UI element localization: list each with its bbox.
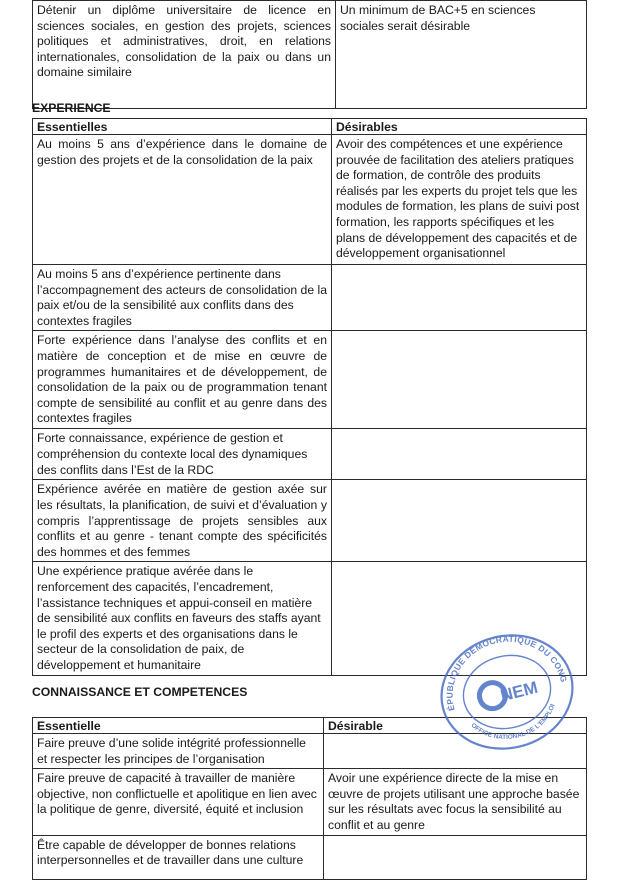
table-cell: Détenir un diplôme universitaire de licence en sciences sociales, en gestion des projets, sciences politiques et administratives, droit, en relations internationales, consolidation de la paix ou dans un domaine similaire — [33, 1, 336, 109]
section-heading-competences: CONNAISSANCE ET COMPETENCES — [32, 685, 248, 699]
table-cell: Expérience avérée en matière de gestion axée sur les résultats, la planification, de suivi et d’évaluation y compris l’apprentissage de projets sensibles aux conflits et au genre - tenant compte des spécificités des hommes et des femmes — [33, 480, 332, 562]
table-cell: Avoir des compétences et une expérience prouvée de facilitation des ateliers pratiques de formation, de contrôle des produits réalisés par les experts du projet tels que les modules de formation, les plans de suivi post formation, les rapports spécifiques et les plans de développement des capacités et de développement organisationnel — [332, 135, 587, 265]
table-cell — [324, 835, 587, 879]
table-cell: Faire preuve d’une solide intégrité professionnelle et respecter les principes de l’organisation — [33, 734, 324, 769]
table-row — [33, 835, 587, 879]
table-header-row — [33, 119, 587, 135]
table-cell: Une expérience pratique avérée dans le renforcement des capacités, l’encadrement, l’assistance techniques et appui-conseil en matière de sensibilité aux conflits en faveurs des staffs ayant le profil des experts et des organisations dans le secteur de la consolidation de paix, de développement et humanitaire — [33, 562, 332, 676]
table-cell: Au moins 5 ans d’expérience dans le domaine de gestion des projets et de la consolidation de la paix — [33, 135, 332, 265]
table-row — [33, 331, 587, 429]
table-cell: Un minimum de BAC+5 en sciences sociales serait désirable — [336, 1, 587, 109]
column-header-essentielles: Essentielles — [33, 119, 332, 135]
table-cell: Avoir une expérience directe de la mise en œuvre de projets utilisant une approche basée sur les résultats avec focus la sensibilité au conflit et au genre — [324, 769, 587, 835]
section-heading-experience: EXPERIENCE — [32, 101, 111, 115]
stamp-ring-text: RÉPUBLIQUE DÉMOCRATIQUE DU CONGO — [444, 633, 570, 712]
qualification-table — [32, 0, 587, 109]
table-row — [33, 265, 587, 331]
table-cell — [332, 265, 587, 331]
table-row — [33, 135, 587, 265]
column-header-desirable: Désirable — [324, 718, 587, 734]
svg-text:OFFICE NATIONAL DE L’EMPLOI — [469, 702, 563, 750]
table-cell: Forte expérience dans l’analyse des conflits et en matière de conception et de mise en œuvre de programmes humanitaires et de développement, de consolidation de la paix ou de programmation tenant compte de sensibilité au conflit et au genre dans des contextes fragiles — [33, 331, 332, 429]
table-row — [33, 1, 587, 109]
table-row — [33, 429, 587, 480]
table-cell: Faire preuve de capacité à travailler de manière objective, non conflictuelle et apolitique en lien avec la politique de genre, diversité, équité et inclusion — [33, 769, 324, 835]
experience-table — [32, 118, 587, 676]
stamp-lower-text: OFFICE NATIONAL DE L’EMPLOI — [469, 703, 557, 742]
table-cell: Au moins 5 ans d’expérience pertinente dans l’accompagnement des acteurs de consolidation de la paix et/ou de la sensibilité aux conflits dans des contextes fragiles — [33, 265, 332, 331]
table-cell — [332, 331, 587, 429]
stamp-logo-text: NEM — [498, 677, 540, 706]
table-cell — [332, 480, 587, 562]
official-stamp — [432, 632, 582, 750]
table-row — [33, 480, 587, 562]
table-cell: Être capable de développer de bonnes relations interpersonnelles et de travailler dans une culture — [33, 835, 324, 879]
table-cell: Forte connaissance, expérience de gestion et compréhension du contexte local des dynamiques des conflits dans l’Est de la RDC — [33, 429, 332, 480]
column-header-essentielle: Essentielle — [33, 718, 324, 734]
table-row — [33, 769, 587, 835]
table-cell — [332, 429, 587, 480]
column-header-desirables: Désirables — [332, 119, 587, 135]
